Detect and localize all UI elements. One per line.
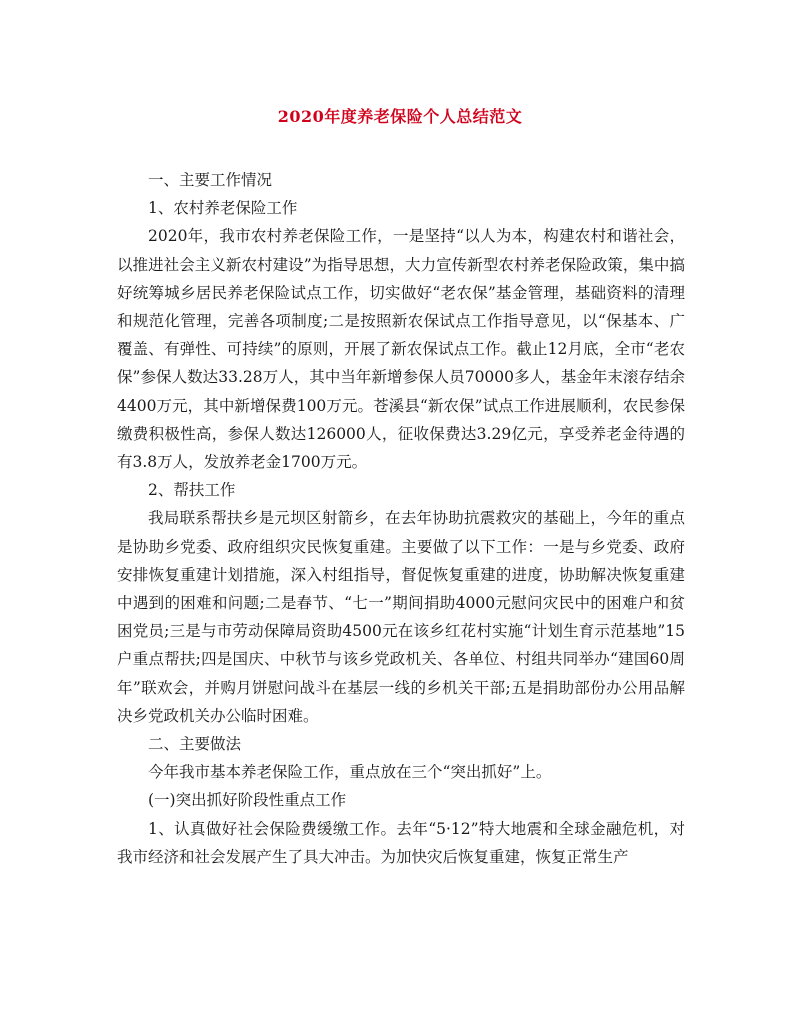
document-body: [117, 166, 685, 871]
subsection-heading-rural-pension: 1、农村养老保险工作: [148, 199, 298, 218]
section-heading-main-methods: 二、主要做法: [148, 735, 242, 754]
paragraph-methods-intro: 今年我市基本养老保险工作，重点放在三个“突出抓好”上。: [148, 763, 552, 782]
paragraph-assistance: 我局联系帮扶乡是元坝区射箭乡，在去年协助抗震救灾的基础上，今年的重点是协助乡党委、政府组织灾民恢复重建。主要做了以下工作：一是与乡党委、政府安排恢复重建计划措施，深入村组指导，督促恢复重建的进度，协助解决恢复重建中遇到的困难和问题;二是春节、“七一”期间捐助4000元慰问灾民中的困难户和贫困党员;三是与市劳动保障局资助4500元在该乡红花村实施“计划生育示范基地”15户重点帮扶;四是国庆、中秋节与该乡党政机关、各单位、村组共同举办“建国60周年”联欢会，并购月饼慰问战斗在基层一线的乡机关干部;五是捐助部份办公用品解决乡党政机关办公临时困难。: [117, 509, 685, 725]
subsection-heading-assistance: 2、帮扶工作: [148, 481, 236, 500]
subsection-heading-key-work: (一)突出抓好阶段性重点工作: [148, 791, 347, 810]
paragraph-contribution-deferral: 1、认真做好社会保险费缓缴工作。去年“5·12”特大地震和全球金融危机，对我市经济和社会发展产生了具大冲击。为加快灾后恢复重建，恢复正常生产: [117, 819, 685, 866]
paragraph-rural-pension: 2020年，我市农村养老保险工作，一是坚持“以人为本，构建农村和谐社会，以推进社会主义新农村建设”为指导思想，大力宣传新型农村养老保险政策，集中搞好统筹城乡居民养老保险试点工作，切实做好“老农保”基金管理，基础资料的清理和规范化管理，完善各项制度;二是按照新农保试点工作指导意见，以“保基本、广覆盖、有弹性、可持续”的原则，开展了新农保试点工作。截止12月底，全市“老农保”参保人数达33.28万人，其中当年新增参保人员70000多人，基金年末滚存结余4400万元，其中新增保费100万元。苍溪县“新农保”试点工作进展顺利，农民参保缴费积极性高，参保人数达126000人，征收保费达3.29亿元，享受养老金待遇的有3.8万人，发放养老金1700万元。: [117, 227, 685, 472]
section-heading-main-work: 一、主要工作情况: [148, 171, 273, 189]
document-title: 2020年度养老保险个人总结范文: [277, 107, 523, 126]
